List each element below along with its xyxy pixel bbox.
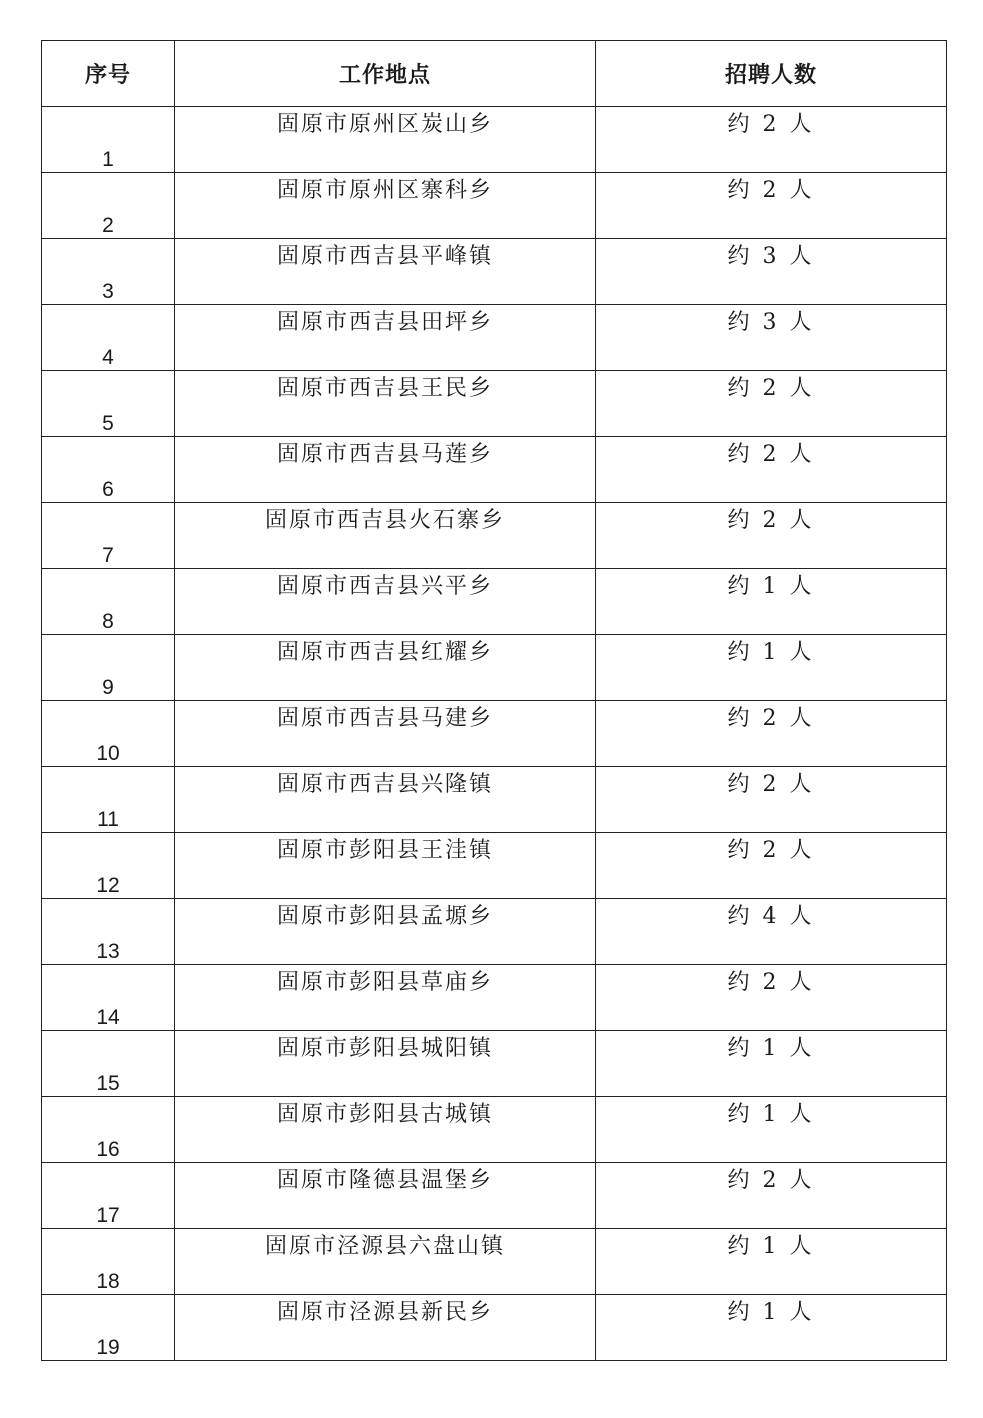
table-row xyxy=(42,371,947,437)
table-row xyxy=(42,107,947,173)
serial-number-cell: 15 xyxy=(42,1031,175,1097)
count-cell: 约 2 人 xyxy=(596,767,947,833)
serial-number-cell: 11 xyxy=(42,767,175,833)
location-cell: 固原市彭阳县草庙乡 xyxy=(175,965,596,1031)
location-cell: 固原市西吉县平峰镇 xyxy=(175,239,596,305)
recruitment-table xyxy=(41,40,947,1361)
table-row xyxy=(42,1295,947,1361)
serial-number-cell: 6 xyxy=(42,437,175,503)
location-cell: 固原市西吉县马建乡 xyxy=(175,701,596,767)
serial-number-cell: 3 xyxy=(42,239,175,305)
count-cell: 约 1 人 xyxy=(596,1097,947,1163)
location-cell: 固原市泾源县新民乡 xyxy=(175,1295,596,1361)
location-cell: 固原市原州区寨科乡 xyxy=(175,173,596,239)
header-work-location: 工作地点 xyxy=(175,41,596,107)
location-cell: 固原市西吉县王民乡 xyxy=(175,371,596,437)
count-cell: 约 4 人 xyxy=(596,899,947,965)
location-cell: 固原市西吉县兴平乡 xyxy=(175,569,596,635)
table-row xyxy=(42,833,947,899)
location-cell: 固原市西吉县火石寨乡 xyxy=(175,503,596,569)
table-row xyxy=(42,1163,947,1229)
serial-number-cell: 19 xyxy=(42,1295,175,1361)
table-row xyxy=(42,899,947,965)
count-cell: 约 2 人 xyxy=(596,833,947,899)
count-cell: 约 2 人 xyxy=(596,701,947,767)
serial-number-cell: 13 xyxy=(42,899,175,965)
header-serial-number: 序号 xyxy=(42,41,175,107)
table-row xyxy=(42,965,947,1031)
count-cell: 约 1 人 xyxy=(596,1229,947,1295)
location-cell: 固原市原州区炭山乡 xyxy=(175,107,596,173)
serial-number-cell: 4 xyxy=(42,305,175,371)
serial-number-cell: 9 xyxy=(42,635,175,701)
count-cell: 约 1 人 xyxy=(596,1031,947,1097)
table-row xyxy=(42,701,947,767)
table-header xyxy=(42,41,947,107)
count-cell: 约 3 人 xyxy=(596,305,947,371)
serial-number-cell: 12 xyxy=(42,833,175,899)
count-cell: 约 2 人 xyxy=(596,173,947,239)
location-cell: 固原市彭阳县古城镇 xyxy=(175,1097,596,1163)
table-row xyxy=(42,305,947,371)
table-body xyxy=(42,107,947,1361)
table-row xyxy=(42,767,947,833)
table-row xyxy=(42,503,947,569)
count-cell: 约 2 人 xyxy=(596,107,947,173)
location-cell: 固原市隆德县温堡乡 xyxy=(175,1163,596,1229)
location-cell: 固原市彭阳县孟塬乡 xyxy=(175,899,596,965)
count-cell: 约 1 人 xyxy=(596,569,947,635)
serial-number-cell: 14 xyxy=(42,965,175,1031)
serial-number-cell: 5 xyxy=(42,371,175,437)
table-row xyxy=(42,437,947,503)
count-cell: 约 3 人 xyxy=(596,239,947,305)
table-row xyxy=(42,635,947,701)
count-cell: 约 1 人 xyxy=(596,635,947,701)
location-cell: 固原市彭阳县城阳镇 xyxy=(175,1031,596,1097)
location-cell: 固原市西吉县马莲乡 xyxy=(175,437,596,503)
serial-number-cell: 17 xyxy=(42,1163,175,1229)
count-cell: 约 2 人 xyxy=(596,371,947,437)
table-row xyxy=(42,569,947,635)
serial-number-cell: 8 xyxy=(42,569,175,635)
serial-number-cell: 1 xyxy=(42,107,175,173)
count-cell: 约 1 人 xyxy=(596,1295,947,1361)
location-cell: 固原市彭阳县王洼镇 xyxy=(175,833,596,899)
serial-number-cell: 10 xyxy=(42,701,175,767)
serial-number-cell: 2 xyxy=(42,173,175,239)
location-cell: 固原市西吉县田坪乡 xyxy=(175,305,596,371)
count-cell: 约 2 人 xyxy=(596,1163,947,1229)
count-cell: 约 2 人 xyxy=(596,437,947,503)
count-cell: 约 2 人 xyxy=(596,965,947,1031)
location-cell: 固原市西吉县兴隆镇 xyxy=(175,767,596,833)
table-row xyxy=(42,1097,947,1163)
count-cell: 约 2 人 xyxy=(596,503,947,569)
table-row xyxy=(42,173,947,239)
location-cell: 固原市西吉县红耀乡 xyxy=(175,635,596,701)
table-row xyxy=(42,1229,947,1295)
header-recruit-count: 招聘人数 xyxy=(596,41,947,107)
table-row xyxy=(42,239,947,305)
serial-number-cell: 7 xyxy=(42,503,175,569)
header-row xyxy=(42,41,947,107)
serial-number-cell: 18 xyxy=(42,1229,175,1295)
location-cell: 固原市泾源县六盘山镇 xyxy=(175,1229,596,1295)
table-row xyxy=(42,1031,947,1097)
serial-number-cell: 16 xyxy=(42,1097,175,1163)
